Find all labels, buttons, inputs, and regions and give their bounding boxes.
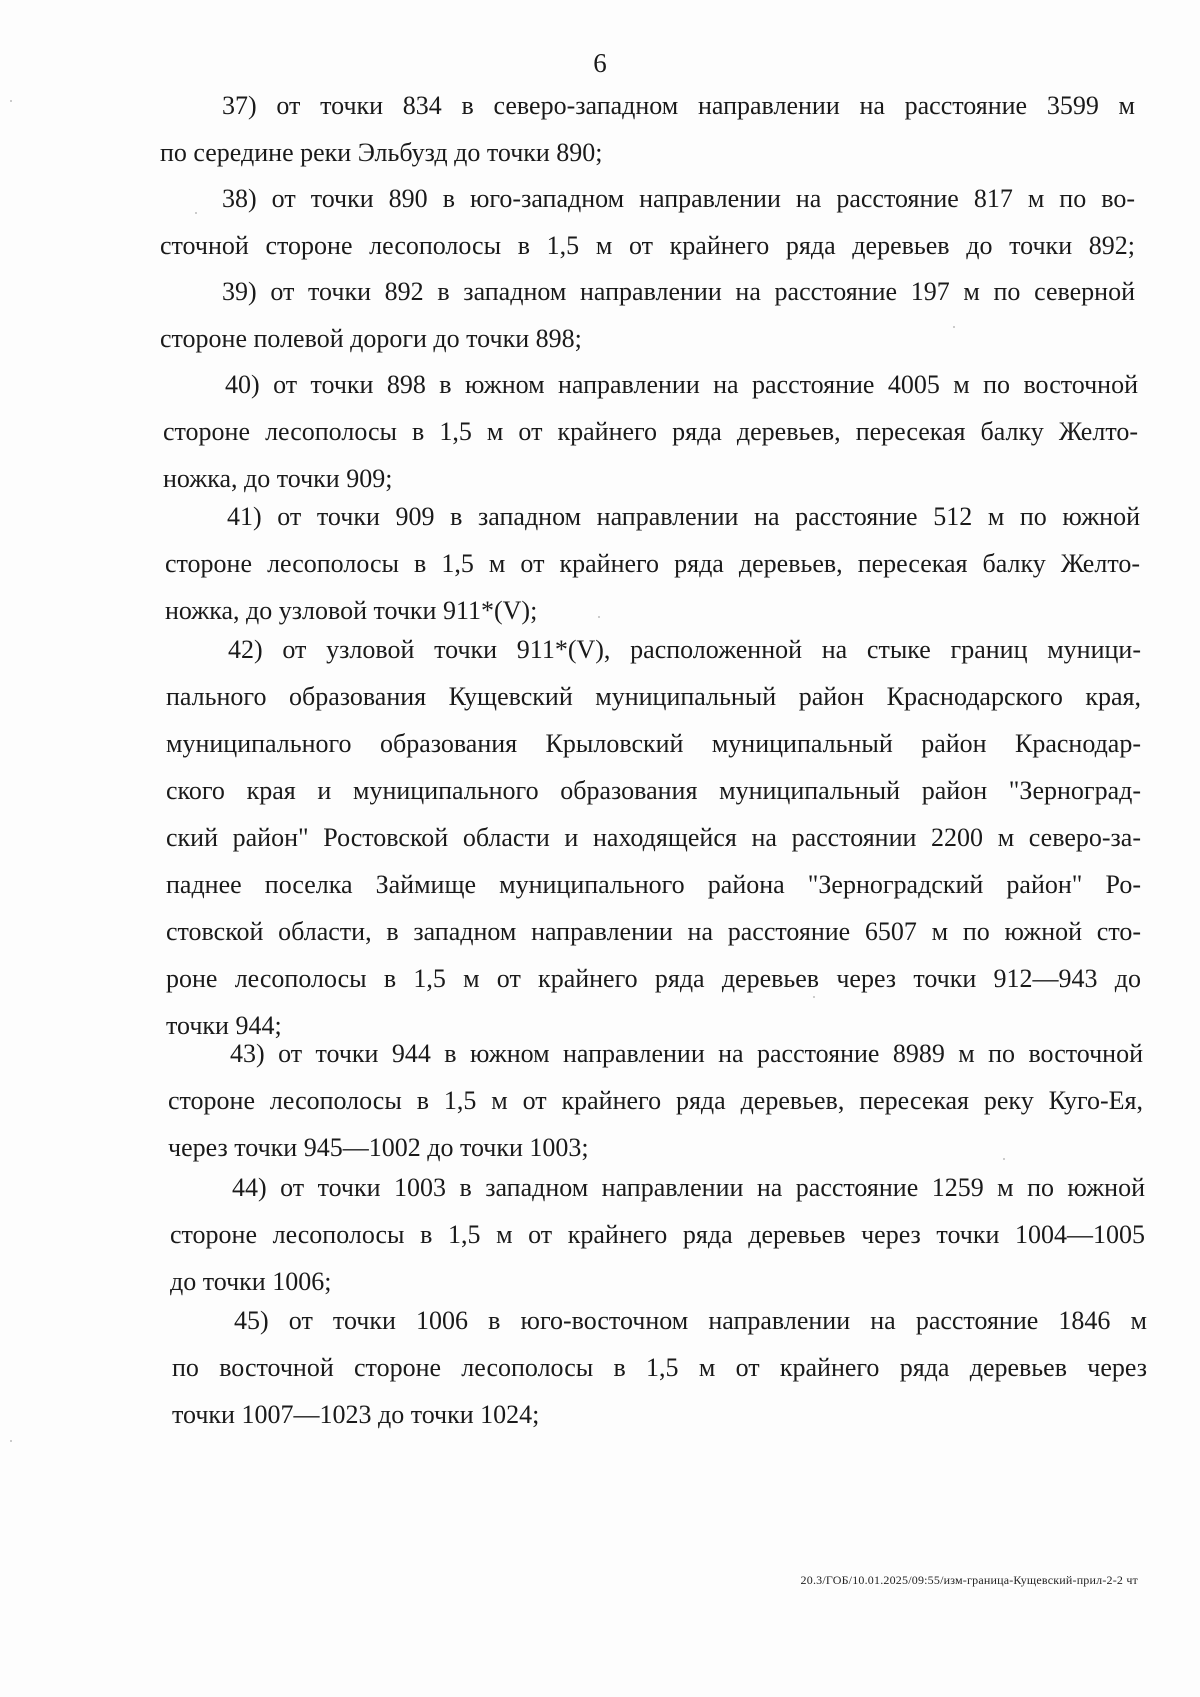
item-45-line-3: точки 1007—1023 до точки 1024; <box>172 1400 540 1429</box>
scan-speck <box>1003 1158 1005 1160</box>
item-39-line-2: стороне полевой дороги до точки 898; <box>160 324 582 353</box>
item-44-line-1: 44) от точки 1003 в западном направлении на расстояние 1259 м по южной <box>232 1173 1145 1202</box>
item-41-line-1: 41) от точки 909 в западном направлении на расстояние 512 м по южной <box>227 502 1140 531</box>
item-42-line-9: точки 944; <box>166 1011 282 1040</box>
item-45-line-2: по восточной стороне лесополосы в 1,5 м от крайнего ряда деревьев через <box>172 1353 1147 1382</box>
scan-speck <box>10 100 12 102</box>
item-43-line-3: через точки 945—1002 до точки 1003; <box>168 1133 589 1162</box>
item-41 <box>165 493 1140 634</box>
item-37-line-2: по середине реки Эльбузд до точки 890; <box>160 138 603 167</box>
scan-speck <box>953 326 955 328</box>
item-42-line-3: муниципального образования Крыловский муниципальный район Краснодар- <box>166 729 1141 758</box>
item-40-line-1: 40) от точки 898 в южном направлении на расстояние 4005 м по восточной <box>225 370 1138 399</box>
page-number: 6 <box>593 48 607 78</box>
item-39-line-1: 39) от точки 892 в западном направлении на расстояние 197 м по северной <box>222 277 1135 306</box>
document-footer-id: 20.3/ГОБ/10.01.2025/09:55/изм-граница-Кущевский-прил-2-2 чт <box>800 1573 1138 1587</box>
item-43 <box>168 1030 1143 1171</box>
item-44 <box>170 1164 1145 1305</box>
item-38-line-2: сточной стороне лесополосы в 1,5 м от крайнего ряда деревьев до точки 892; <box>160 231 1135 260</box>
item-40-line-2: стороне лесополосы в 1,5 м от крайнего ряда деревьев, пересекая балку Желто- <box>163 417 1138 446</box>
scan-speck <box>10 1440 12 1442</box>
item-39 <box>160 268 1135 362</box>
item-38-line-1: 38) от точки 890 в юго-западном направлении на расстояние 817 м по во- <box>222 184 1135 213</box>
item-38 <box>160 175 1135 269</box>
item-42-line-7: стовской области, в западном направлении на расстояние 6507 м по южной сто- <box>166 917 1141 946</box>
item-40-line-3: ножка, до точки 909; <box>163 464 393 493</box>
item-40 <box>163 361 1138 502</box>
item-42-line-2: пального образования Кущевский муниципальный район Краснодарского края, <box>166 682 1141 711</box>
item-42-line-5: ский район" Ростовской области и находящейся на расстоянии 2200 м северо-за- <box>166 823 1141 852</box>
item-44-line-3: до точки 1006; <box>170 1267 332 1296</box>
scan-speck <box>813 996 815 998</box>
item-37 <box>160 82 1135 176</box>
item-45 <box>172 1297 1147 1438</box>
item-42-line-1: 42) от узловой точки 911*(V), расположенной на стыке границ муници- <box>228 635 1141 664</box>
scan-speck <box>195 212 197 214</box>
item-42-line-4: ского края и муниципального образования муниципальный район "Зерноград- <box>166 776 1141 805</box>
item-42-line-6: паднее поселка Займище муниципального района "Зерноградский район" Ро- <box>166 870 1141 899</box>
item-44-line-2: стороне лесополосы в 1,5 м от крайнего ряда деревьев через точки 1004—1005 <box>170 1220 1145 1249</box>
item-42-line-8: роне лесополосы в 1,5 м от крайнего ряда деревьев через точки 912—943 до <box>166 964 1141 993</box>
item-45-line-1: 45) от точки 1006 в юго-восточном направлении на расстояние 1846 м <box>234 1306 1147 1335</box>
item-43-line-2: стороне лесополосы в 1,5 м от крайнего ряда деревьев, пересекая реку Куго-Ея, <box>168 1086 1143 1115</box>
item-41-line-2: стороне лесополосы в 1,5 м от крайнего ряда деревьев, пересекая балку Желто- <box>165 549 1140 578</box>
item-42 <box>166 626 1141 1049</box>
item-43-line-1: 43) от точки 944 в южном направлении на расстояние 8989 м по восточной <box>230 1039 1143 1068</box>
scan-speck <box>598 616 600 618</box>
item-41-line-3: ножка, до узловой точки 911*(V); <box>165 596 538 625</box>
item-37-line-1: 37) от точки 834 в северо-западном направлении на расстояние 3599 м <box>222 91 1135 120</box>
